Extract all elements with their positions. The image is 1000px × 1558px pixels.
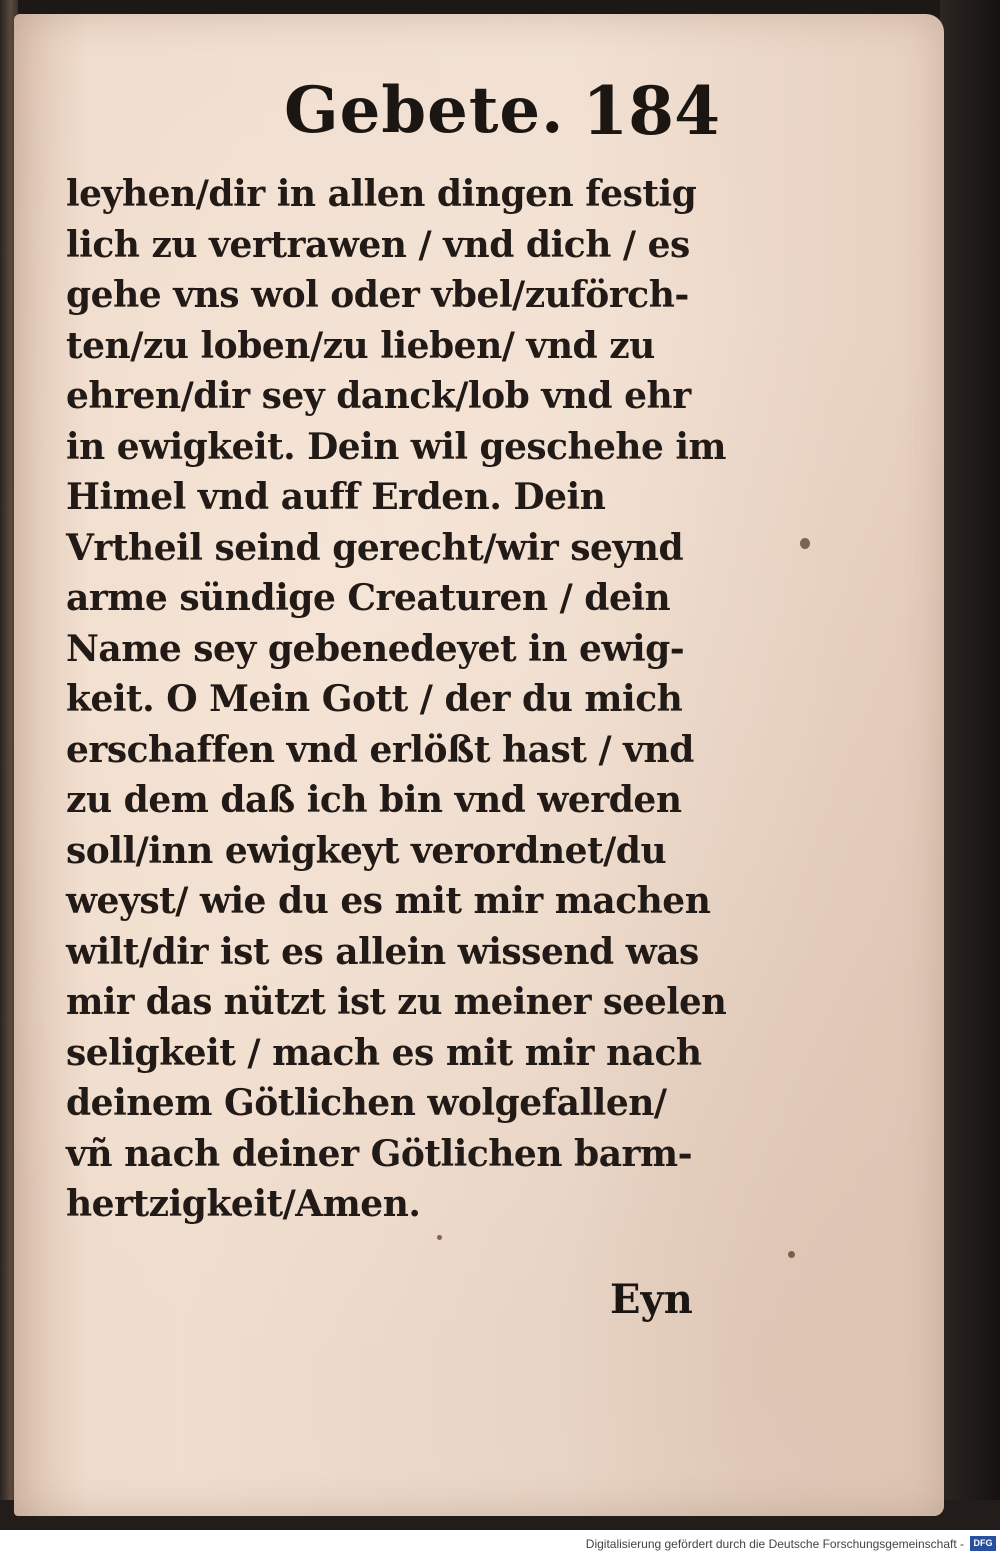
text-line: hertzigkeit/Amen. bbox=[66, 1183, 421, 1225]
digitization-footer bbox=[0, 1530, 1000, 1558]
text-line: wilt/dir ist es allein wissend was bbox=[66, 930, 699, 973]
text-line: mir das nützt ist zu meiner seelen bbox=[66, 981, 727, 1023]
page-number: 184 bbox=[582, 72, 720, 150]
text-line: ehren/dir sey danck/lob vnd ehr bbox=[66, 375, 691, 417]
text-line: soll/inn ewigkeyt verordnet/du bbox=[66, 829, 667, 872]
running-title: Gebete. bbox=[284, 73, 565, 148]
text-line: keit. O Mein Gott / der du mich bbox=[66, 678, 683, 720]
prayer-text bbox=[66, 169, 726, 1230]
text-line: in ewigkeit. Dein wil geschehe im bbox=[66, 425, 726, 468]
text-line: ten/zu loben/zu lieben/ vnd zu bbox=[66, 324, 655, 367]
text-line: seligkeit / mach es mit mir nach bbox=[66, 1031, 702, 1074]
text-line: deinem Götlichen wolgefallen/ bbox=[66, 1082, 667, 1124]
text-line: zu dem daß ich bin vnd werden bbox=[66, 779, 682, 821]
text-line: gehe vns wol oder vbel/zuförch- bbox=[66, 274, 689, 316]
ink-spot bbox=[800, 538, 810, 549]
text-line: arme sündige Creaturen / dein bbox=[66, 577, 671, 619]
text-line: Name sey gebenedeyet in ewig- bbox=[66, 627, 685, 670]
ink-spot bbox=[788, 1251, 795, 1258]
ink-spot bbox=[437, 1235, 442, 1240]
text-line: Himel vnd auff Erden. Dein bbox=[66, 476, 606, 518]
text-line: vñ nach deiner Götlichen barm- bbox=[66, 1132, 693, 1175]
text-line: erschaffen vnd erlößt hast / vnd bbox=[66, 728, 694, 771]
text-line: lich zu vertrawen / vnd dich / es bbox=[66, 223, 690, 266]
catchword: Eyn bbox=[610, 1276, 693, 1323]
text-line: Vrtheil seind gerecht/wir seynd bbox=[66, 526, 684, 569]
book-cover-board bbox=[940, 0, 1000, 1530]
funding-notice: Digitalisierung gefördert durch die Deutsche Forschungsgemeinschaft - bbox=[585, 1537, 964, 1551]
text-line: weyst/ wie du es mit mir machen bbox=[66, 880, 711, 922]
page-header bbox=[284, 66, 734, 156]
text-line: leyhen/dir in allen dingen festig bbox=[66, 173, 697, 215]
dfg-logo: DFG bbox=[970, 1536, 996, 1551]
book-page bbox=[14, 14, 944, 1516]
